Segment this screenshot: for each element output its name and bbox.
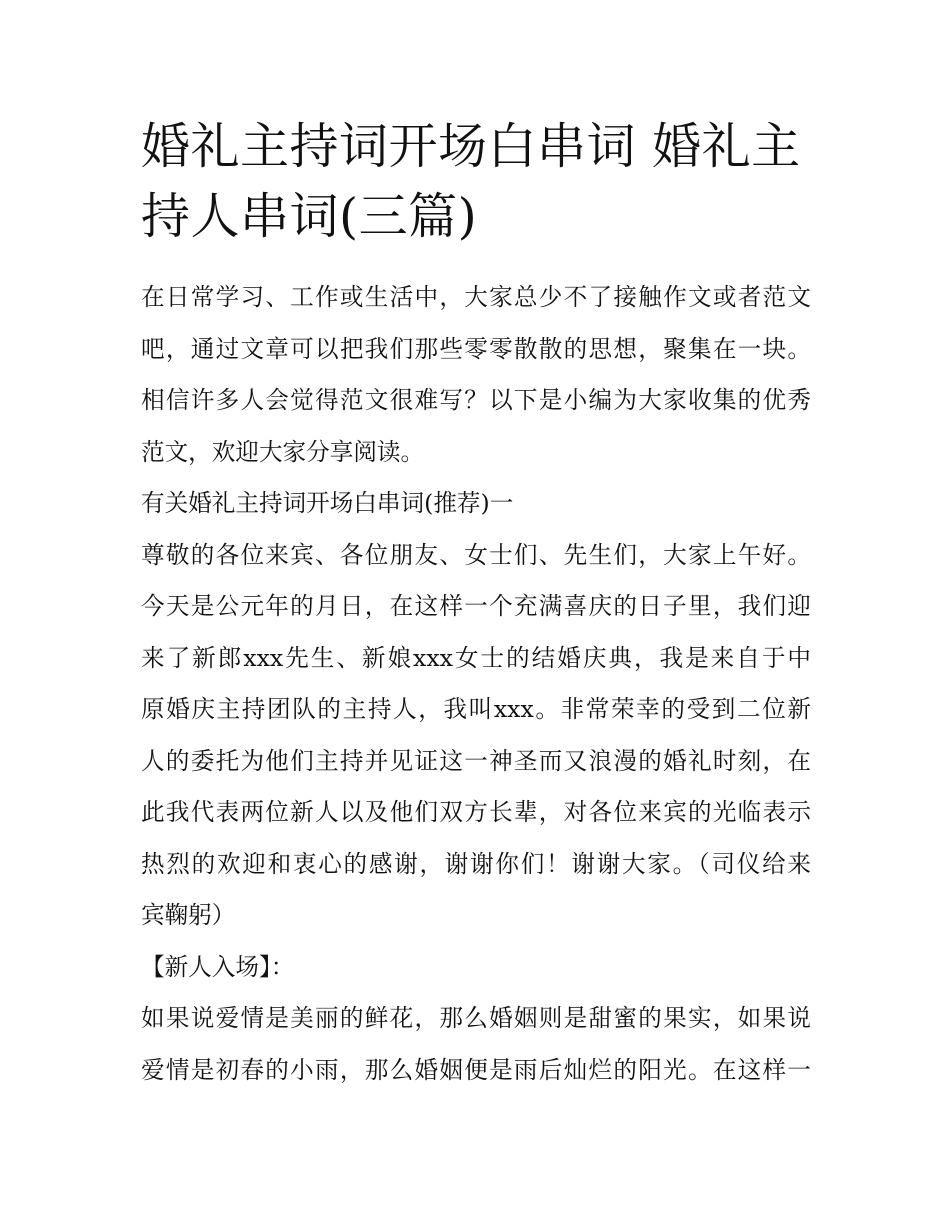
body-line-8: 来了新郎xxx先生、新娘xxx女士的结婚庆典，我是来自于中	[141, 643, 811, 672]
body-line-10: 人的委托为他们主持并见证这一神圣而又浪漫的婚礼时刻，在	[141, 746, 811, 775]
body-line-3: 相信许多人会觉得范文很难写？以下是小编为大家收集的优秀	[141, 386, 811, 414]
section-heading: 有关婚礼主持词开场白串词(推荐)一	[141, 489, 514, 517]
body-line-13: 宾鞠躬）	[141, 901, 236, 929]
body-line-2: 吧，通过文章可以把我们那些零零散散的思想，聚集在一块。	[141, 334, 811, 363]
document-body	[141, 272, 811, 1096]
body-line-4: 范文，欢迎大家分享阅读。	[141, 437, 425, 466]
body-line-1: 在日常学习、工作或生活中，大家总少不了接触作文或者范文	[141, 283, 811, 311]
body-line-12: 热烈的欢迎和衷心的感谢，谢谢你们！谢谢大家。（司仪给来	[141, 849, 811, 878]
body-line-15: 如果说爱情是美丽的鲜花，那么婚姻则是甜蜜的果实，如果说	[141, 1004, 811, 1032]
document-title: 婚礼主持词开场白串词 婚礼主 持人串词(三篇)	[141, 118, 801, 245]
body-line-9: 原婚庆主持团队的主持人，我叫xxx。非常荣幸的受到二位新	[141, 695, 811, 723]
body-line-7: 今天是公元年的月日，在这样一个充满喜庆的日子里，我们迎	[141, 592, 811, 620]
body-line-11: 此我代表两位新人以及他们双方长辈，对各位来宾的光临表示	[141, 798, 811, 826]
subsection-heading: 【新人入场】：	[141, 952, 295, 981]
body-line-6: 尊敬的各位来宾、各位朋友、女士们、先生们，大家上午好。	[141, 540, 811, 569]
body-line-16: 爱情是初春的小雨，那么婚姻便是雨后灿烂的阳光。在这样一	[141, 1055, 811, 1084]
document-content	[141, 112, 811, 1096]
